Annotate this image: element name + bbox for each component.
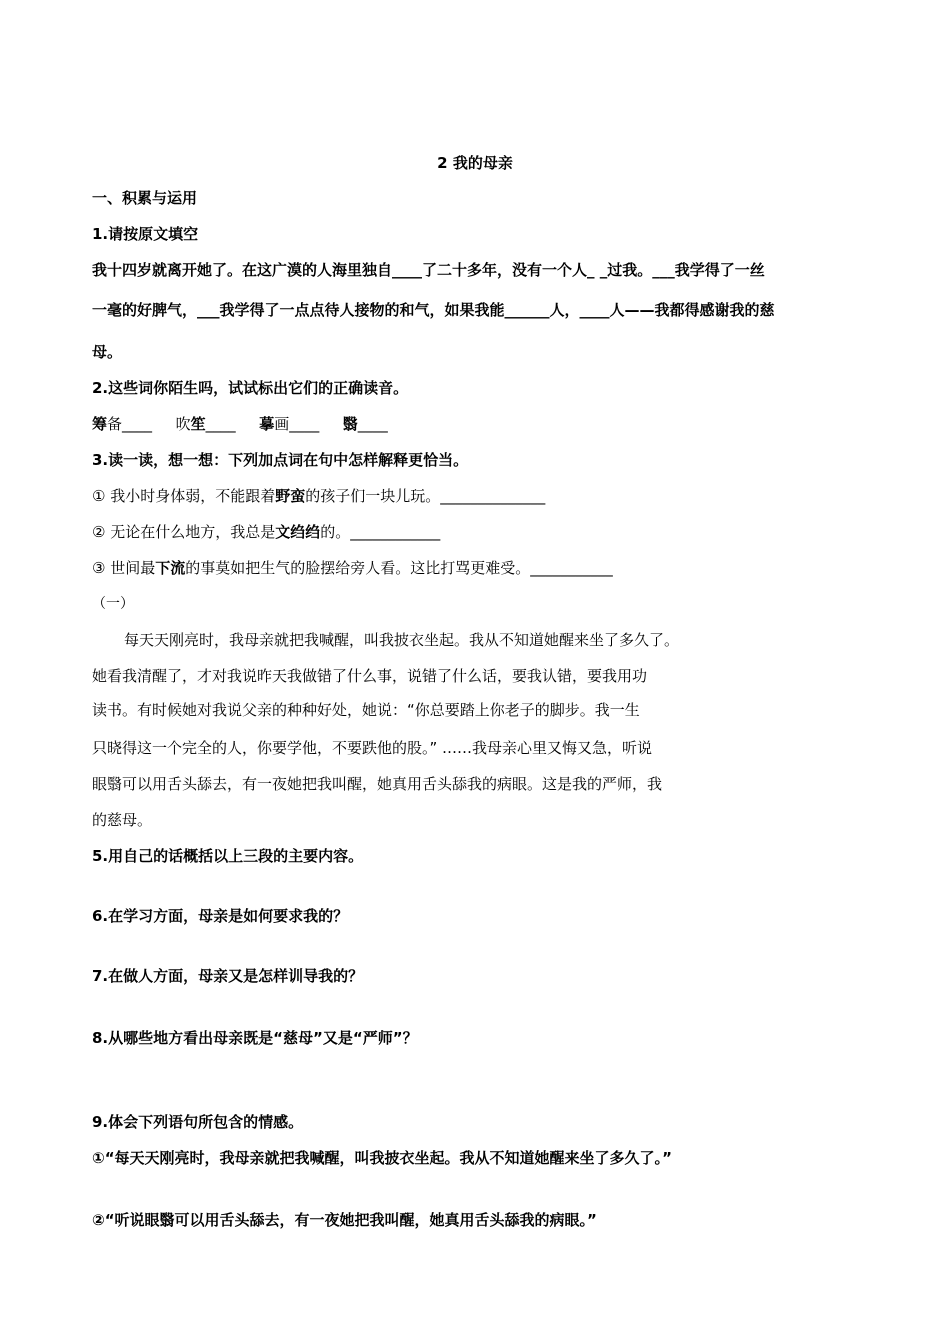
- question-9-label: 9.体会下列语句所包含的情感。: [92, 1113, 304, 1131]
- passage-line-1: 每天天刚亮时，我母亲就把我喊醒，叫我披衣坐起。我从不知道她醒来坐了多久了。: [124, 631, 680, 649]
- passage-line-3: 读书。有时候她对我说父亲的种种好处，她说：“你总要踏上你老子的脚步。我一生: [92, 701, 640, 719]
- question-1-label: 1.请按原文填空: [92, 225, 199, 243]
- passage-heading: （一）: [92, 596, 134, 612]
- reading-item-4: 翳____: [342, 415, 388, 433]
- question-3-label: 3.读一读，想一想：下列加点词在句中怎样解释更恰当。: [92, 451, 469, 469]
- reading-item-1: 筹备____: [92, 415, 153, 433]
- question-2-label: 2.这些词你陌生吗，试试标出它们的正确读音。: [92, 379, 409, 397]
- question-3-sentence-2: ② 无论在什么地方，我总是文绉绉的。____________: [92, 523, 441, 541]
- question-3-sentence-1: ① 我小时身体弱，不能跟着野蛮的孩子们一块儿玩。______________: [92, 487, 546, 505]
- question-1-line-2: 一毫的好脾气，___我学得了一点点待人接物的和气，如果我能______人，____人——我都得感谢我的慈: [92, 301, 775, 319]
- document-title: 2 我的母亲: [437, 154, 513, 172]
- reading-item-2: 吹笙____: [175, 415, 236, 433]
- passage-line-5: 眼翳可以用舌头舔去，有一夜她把我叫醒，她真用舌头舔我的病眼。这是我的严师，我: [92, 775, 663, 793]
- question-9-sentence-1: ①“每天天刚亮时，我母亲就把我喊醒，叫我披衣坐起。我从不知道她醒来坐了多久了。”: [92, 1149, 672, 1167]
- question-7: 7.在做人方面，母亲又是怎样训导我的？: [92, 967, 364, 985]
- question-1-line-3: 母。: [92, 343, 123, 361]
- question-5: 5.用自己的话概括以上三段的主要内容。: [92, 847, 364, 865]
- question-6: 6.在学习方面，母亲是如何要求我的？: [92, 907, 349, 925]
- question-9-sentence-2: ②“听说眼翳可以用舌头舔去，有一夜她把我叫醒，她真用舌头舔我的病眼。”: [92, 1211, 597, 1229]
- reading-item-3: 摹画____: [259, 415, 320, 433]
- passage-line-2: 她看我清醒了，才对我说昨天我做错了什么事，说错了什么话，要我认错，要我用功: [92, 667, 648, 685]
- question-3-sentence-3: ③ 世间最下流的事莫如把生气的脸摆给旁人看。这比打骂更难受。___________: [92, 559, 613, 577]
- question-2-items: [92, 414, 388, 434]
- question-1-line-1: 我十四岁就离开她了。在这广漠的人海里独自____了二十多年，没有一个人_ _过我。___我学得了一丝: [92, 261, 765, 279]
- passage-line-6: 的慈母。: [92, 811, 153, 829]
- passage-line-4: 只晓得这一个完全的人，你要学他，不要跌他的股。” ……我母亲心里又悔又急，听说: [92, 739, 653, 757]
- section-heading: 一、积累与运用: [92, 189, 198, 207]
- question-8: 8.从哪些地方看出母亲既是“慈母”又是“严师”？: [92, 1029, 418, 1047]
